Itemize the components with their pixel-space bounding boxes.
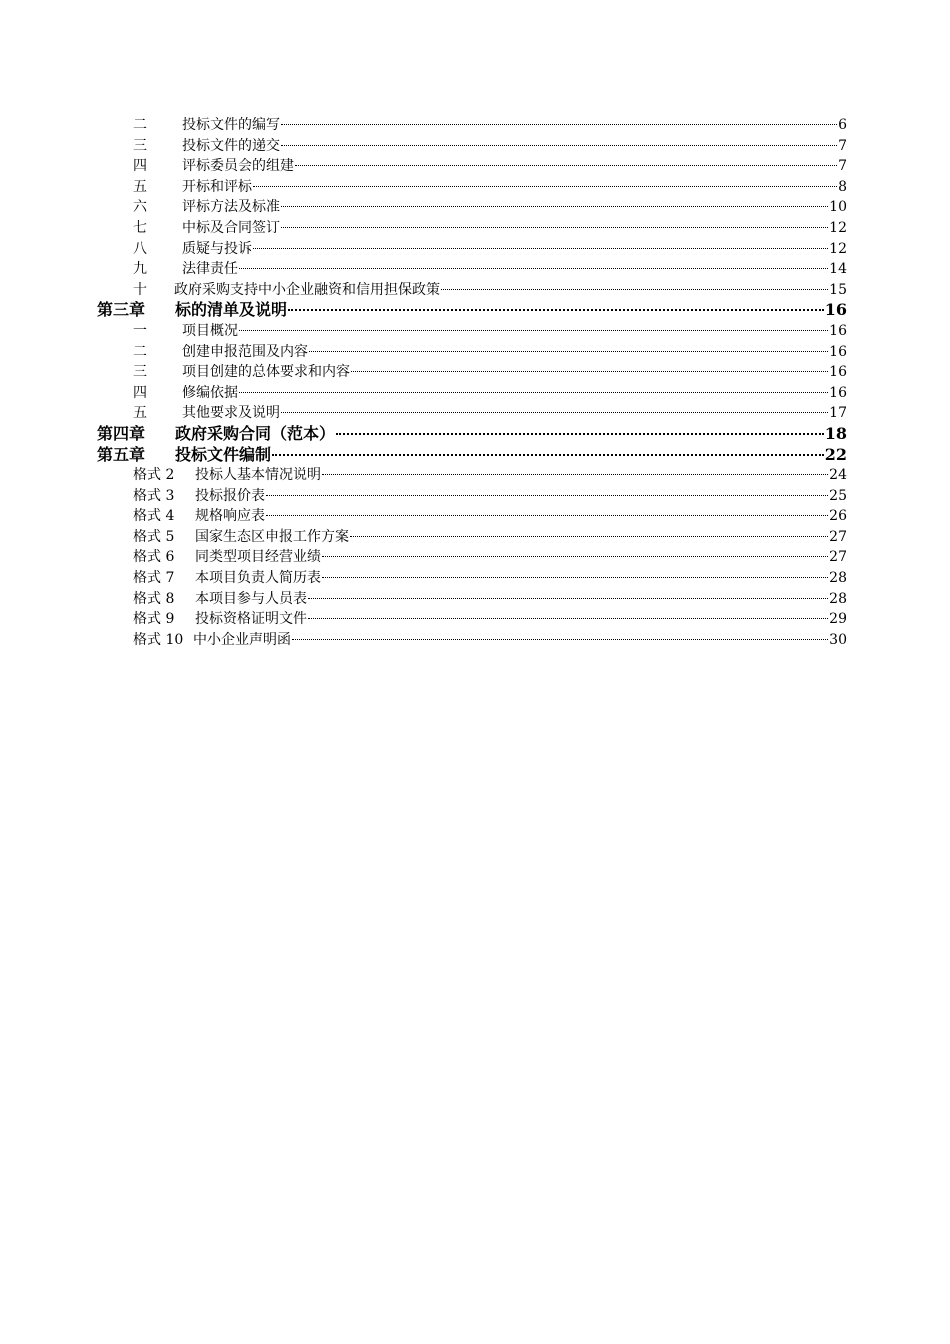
toc-entry-line [195,506,847,527]
dot-leader [441,289,828,290]
toc-page-number: 7 [838,158,847,175]
toc-entry-number: 九 [133,261,147,278]
toc-entry-line [182,239,847,260]
toc-page-number: 16 [824,300,847,320]
toc-entry-title: 政府采购合同（范本） [175,423,336,443]
toc-entry-line [195,589,847,610]
toc-entry[interactable] [0,383,950,404]
toc-chapter-entry[interactable] [0,300,950,321]
toc-entry[interactable] [0,218,950,239]
toc-entry[interactable] [0,136,950,157]
toc-entry[interactable] [0,609,950,630]
dot-leader [288,309,824,311]
toc-entry[interactable] [0,486,950,507]
dot-leader [292,639,828,640]
toc-page-number: 14 [829,261,847,278]
toc-entry-number: 第三章 [97,300,146,320]
dot-leader [308,598,828,599]
dot-leader [253,186,837,187]
toc-entry-line [195,527,847,548]
toc-entry-title: 政府采购支持中小企业融资和信用担保政策 [174,281,440,298]
toc-entry-number: 第五章 [97,444,146,464]
toc-entry[interactable] [0,589,950,610]
toc-entry-number: 八 [133,240,147,257]
toc-entry-number: 一 [133,322,147,339]
toc-entry-title: 标的清单及说明 [175,300,288,320]
toc-entry-title: 评标方法及标准 [182,199,280,216]
toc-entry[interactable] [0,197,950,218]
toc-page-number: 6 [838,117,847,133]
toc-entry-number: 二 [133,343,147,360]
toc-entry-title: 投标文件的递交 [182,137,280,154]
toc-entry-title: 中小企业声明函 [193,631,291,648]
toc-entry[interactable] [0,506,950,527]
toc-page-number: 22 [824,444,847,464]
toc-page-number: 16 [829,384,847,401]
toc-page-number: 16 [829,322,847,339]
toc-entry-number: 格式 9 [133,611,175,628]
dot-leader [239,392,828,393]
toc-page-number: 17 [829,405,847,422]
toc-entry-number: 格式 6 [133,549,175,566]
toc-entry-number: 格式 2 [133,467,175,484]
toc-page-number: 12 [829,240,847,257]
dot-leader [272,454,824,456]
toc-entry-title: 创建申报范围及内容 [182,343,308,360]
toc-entry-line [193,630,847,651]
toc-entry[interactable] [0,465,950,486]
toc-entry-title: 中标及合同签订 [182,219,280,236]
dot-leader [350,536,828,537]
toc-entry[interactable] [0,630,950,651]
toc-entry-line [182,197,847,218]
toc-entry[interactable] [0,115,950,136]
dot-leader [281,145,837,146]
toc-entry[interactable] [0,156,950,177]
toc-entry-line [195,486,847,507]
toc-entry-title: 投标报价表 [195,487,265,504]
toc-entry-line [195,465,847,486]
toc-chapter-entry[interactable] [0,445,950,466]
toc-page-number: 28 [829,590,847,607]
toc-entry[interactable] [0,403,950,424]
toc-entry-title: 评标委员会的组建 [182,158,294,175]
toc-entry-title: 投标资格证明文件 [195,611,307,628]
dot-leader [322,556,828,557]
toc-entry-line [182,362,847,383]
toc-entry[interactable] [0,259,950,280]
toc-page-number: 27 [829,528,847,545]
dot-leader [322,577,828,578]
toc-entry-line [175,445,847,466]
toc-entry-line [182,403,847,424]
dot-leader [281,124,837,125]
toc-page-number: 30 [829,631,847,648]
toc-entry-title: 本项目参与人员表 [195,590,307,607]
toc-entry-number: 七 [133,219,147,236]
toc-entry-number: 五 [133,405,147,422]
toc-page-number: 29 [829,611,847,628]
toc-entry[interactable] [0,362,950,383]
toc-page-number: 27 [829,549,847,566]
toc-chapter-entry[interactable] [0,424,950,445]
toc-entry-number: 格式 10 [133,631,184,648]
toc-entry-line [174,280,847,301]
toc-entry-line [182,136,847,157]
toc-entry-number: 第四章 [97,423,146,443]
dot-leader [281,206,828,207]
dot-leader [239,330,828,331]
dot-leader [281,227,828,228]
toc-entry-title: 投标文件的编写 [182,117,280,133]
toc-page-number: 7 [838,137,847,154]
toc-entry-number: 格式 5 [133,528,175,545]
toc-entry[interactable] [0,280,950,301]
toc-entry[interactable] [0,321,950,342]
toc-entry-title: 其他要求及说明 [182,405,280,422]
toc-entry-line [182,218,847,239]
toc-entry-title: 修编依据 [182,384,238,401]
dot-leader [336,433,824,435]
toc-entry[interactable] [0,342,950,363]
toc-entry-line [175,300,847,321]
dot-leader [266,495,828,496]
toc-page-number: 25 [829,487,847,504]
toc-entry-number: 十 [133,281,147,298]
toc-entry[interactable] [0,547,950,568]
toc-entry-title: 项目概况 [182,322,238,339]
toc-entry-number: 六 [133,199,147,216]
toc-entry-title: 国家生态区申报工作方案 [195,528,349,545]
toc-entry-line [182,383,847,404]
toc-entry-line [195,547,847,568]
toc-entry-title: 投标人基本情况说明 [195,467,321,484]
toc-entry-title: 质疑与投诉 [182,240,252,257]
toc-entry-number: 格式 4 [133,508,175,525]
toc-entry-line [182,321,847,342]
toc-entry-line [182,177,847,198]
toc-page-number: 18 [824,423,847,443]
toc-entry-number: 三 [133,364,147,381]
toc-entry-title: 投标文件编制 [175,444,272,464]
dot-leader [281,412,828,413]
toc-entry-line [175,424,847,445]
toc-entry-number: 格式 3 [133,487,175,504]
toc-entry[interactable] [0,527,950,548]
toc-entry-number: 四 [133,384,147,401]
toc-entry-number: 二 [133,117,147,133]
toc-entry-title: 同类型项目经营业绩 [195,549,321,566]
dot-leader [322,474,828,475]
dot-leader [253,248,828,249]
toc-page-number: 10 [829,199,847,216]
toc-entry[interactable] [0,239,950,260]
toc-page-number: 24 [829,467,847,484]
toc-entry-title: 法律责任 [182,261,238,278]
toc-entry-line [195,609,847,630]
toc-entry[interactable] [0,568,950,589]
toc-entry-line [182,156,847,177]
dot-leader [308,618,828,619]
toc-page-number: 8 [838,178,847,195]
toc-entry-line [182,259,847,280]
toc-entry-number: 格式 8 [133,590,175,607]
dot-leader [351,371,828,372]
toc-entry-number: 三 [133,137,147,154]
dot-leader [239,268,828,269]
toc-entry-line [182,115,847,136]
toc-entry-line [182,342,847,363]
dot-leader [295,165,837,166]
toc-entry-number: 格式 7 [133,570,175,587]
toc-page-number: 16 [829,364,847,381]
dot-leader [309,351,828,352]
toc-page-number: 16 [829,343,847,360]
toc-entry[interactable] [0,177,950,198]
toc-page-number: 15 [829,281,847,298]
toc-entry-title: 开标和评标 [182,178,252,195]
toc-entry-line [195,568,847,589]
toc-entry-number: 四 [133,158,147,175]
table-of-contents [0,115,950,650]
dot-leader [266,515,828,516]
toc-entry-title: 项目创建的总体要求和内容 [182,364,350,381]
toc-entry-title: 本项目负责人简历表 [195,570,321,587]
toc-page-number: 26 [829,508,847,525]
toc-entry-number: 五 [133,178,147,195]
toc-page-number: 12 [829,219,847,236]
toc-page-number: 28 [829,570,847,587]
toc-entry-title: 规格响应表 [195,508,265,525]
